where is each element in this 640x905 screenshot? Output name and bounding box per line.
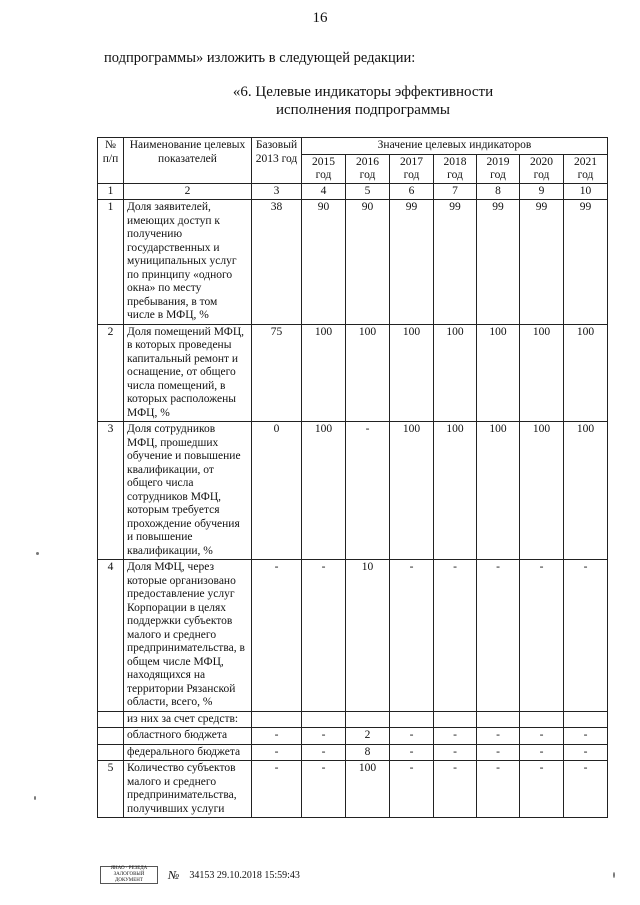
year-value: 100 <box>477 324 520 422</box>
scan-speck <box>613 872 615 878</box>
header-name: Наименование целевых показателей <box>124 138 252 184</box>
year-value: - <box>302 744 346 761</box>
column-index-cell: 1 <box>98 183 124 200</box>
header-num: № п/п <box>98 138 124 184</box>
year-value: 99 <box>434 200 477 325</box>
header-year: 2019 год <box>477 154 520 183</box>
year-value: 100 <box>302 422 346 560</box>
year-value: - <box>520 728 564 745</box>
year-value: - <box>564 560 608 712</box>
year-value: - <box>390 744 434 761</box>
indicator-name: Доля помещений МФЦ, в которых проведены капитальный ремонт и оснащение, от общего числа помещений, в которых расположены МФЦ, % <box>124 324 252 422</box>
column-index-cell: 7 <box>434 183 477 200</box>
registration-stamp <box>100 866 158 884</box>
heading-line-1: «6. Целевые индикаторы эффективности <box>232 84 494 100</box>
table-row <box>98 324 608 422</box>
year-value <box>564 711 608 728</box>
header-year: 2015 год <box>302 154 346 183</box>
year-value: - <box>434 761 477 818</box>
indicator-name: из них за счет средств: <box>124 711 252 728</box>
year-value: - <box>434 728 477 745</box>
year-value: 100 <box>302 324 346 422</box>
year-value: - <box>302 761 346 818</box>
year-value: 100 <box>477 422 520 560</box>
year-value: - <box>390 728 434 745</box>
table-row <box>98 728 608 745</box>
row-number: 1 <box>98 200 124 325</box>
year-value: 100 <box>520 324 564 422</box>
base-value: 0 <box>252 422 302 560</box>
year-value: - <box>302 560 346 712</box>
base-value <box>252 711 302 728</box>
table-row <box>98 761 608 818</box>
year-value <box>434 711 477 728</box>
year-value <box>390 711 434 728</box>
column-index-cell: 5 <box>346 183 390 200</box>
year-value: 100 <box>390 422 434 560</box>
header-values-group: Значение целевых индикаторов <box>302 138 608 155</box>
stamp-line-2: ЗАЛОГОВЫЙ ДОКУМЕНТ <box>113 872 145 883</box>
column-index-cell: 6 <box>390 183 434 200</box>
year-value: 2 <box>346 728 390 745</box>
year-value: 100 <box>520 422 564 560</box>
scan-speck <box>36 552 39 555</box>
row-number: 2 <box>98 324 124 422</box>
year-value: 8 <box>346 744 390 761</box>
year-value: 100 <box>564 422 608 560</box>
year-value: - <box>520 744 564 761</box>
indicator-name: областного бюджета <box>124 728 252 745</box>
column-index-cell: 8 <box>477 183 520 200</box>
year-value: - <box>564 744 608 761</box>
table-row <box>98 200 608 325</box>
year-value: - <box>520 761 564 818</box>
row-number: 5 <box>98 761 124 818</box>
year-value: 99 <box>564 200 608 325</box>
year-value: 100 <box>434 422 477 560</box>
column-index-cell: 4 <box>302 183 346 200</box>
year-value: - <box>477 728 520 745</box>
year-value: 90 <box>346 200 390 325</box>
year-value: 100 <box>346 324 390 422</box>
table-body <box>98 200 608 818</box>
header-base: Базовый 2013 год <box>252 138 302 184</box>
year-value <box>302 711 346 728</box>
row-number <box>98 744 124 761</box>
row-number <box>98 728 124 745</box>
table-row <box>98 711 608 728</box>
base-value: - <box>252 560 302 712</box>
indicator-name: Доля заявителей, имеющих доступ к получению государственных и муниципальных услуг по принципу «одного окна» по месту пребывания, в том числе в МФЦ, % <box>124 200 252 325</box>
year-value <box>346 711 390 728</box>
base-value: 75 <box>252 324 302 422</box>
scan-speck <box>34 796 36 800</box>
year-value: 10 <box>346 560 390 712</box>
indicator-name: Доля сотрудников МФЦ, прошедших обучение и повышение квалификации, от общего числа сотрудников МФЦ, которым требуется прохождение обучения и повышение квалификации, % <box>124 422 252 560</box>
page-number: 16 <box>312 10 328 26</box>
intro-text: подпрограммы» изложить в следующей редакции: <box>104 50 416 66</box>
year-value: 99 <box>390 200 434 325</box>
year-value: 100 <box>390 324 434 422</box>
header-year: 2020 год <box>520 154 564 183</box>
indicator-name: Количество субъектов малого и среднего предпринимательства, получивших услуги <box>124 761 252 818</box>
year-value: 100 <box>564 324 608 422</box>
row-number: 3 <box>98 422 124 560</box>
year-value: - <box>520 560 564 712</box>
year-value: - <box>390 761 434 818</box>
year-value <box>477 711 520 728</box>
stamp-line-1: ЯНАО · РЕЗЕДА <box>110 866 148 871</box>
indicator-name: федерального бюджета <box>124 744 252 761</box>
year-value: - <box>477 560 520 712</box>
heading-line-2: исполнения подпрограммы <box>275 102 451 118</box>
year-value <box>520 711 564 728</box>
table-row <box>98 560 608 712</box>
year-value: 99 <box>477 200 520 325</box>
table-row <box>98 422 608 560</box>
table-row <box>98 744 608 761</box>
column-index-cell: 10 <box>564 183 608 200</box>
doc-registration-info: 34153 29.10.2018 15:59:43 <box>189 869 300 881</box>
year-value: - <box>434 560 477 712</box>
year-value: 90 <box>302 200 346 325</box>
year-value: - <box>564 728 608 745</box>
header-year: 2021 год <box>564 154 608 183</box>
header-year: 2017 год <box>390 154 434 183</box>
base-value: - <box>252 761 302 818</box>
indicator-name: Доля МФЦ, через которые организовано предоставление услуг Корпорации в целях поддержки субъектов малого и среднего предпринимательства, в общем числе МФЦ, находящихся на территории Рязанской области, всего, % <box>124 560 252 712</box>
column-index-cell: 3 <box>252 183 302 200</box>
header-year: 2016 год <box>346 154 390 183</box>
document-footer <box>100 866 300 884</box>
column-index-cell: 9 <box>520 183 564 200</box>
section-heading <box>228 83 498 119</box>
year-value: - <box>477 761 520 818</box>
doc-number-mark: № <box>168 867 180 882</box>
year-value: 100 <box>434 324 477 422</box>
base-value: - <box>252 744 302 761</box>
year-value: - <box>434 744 477 761</box>
base-value: 38 <box>252 200 302 325</box>
column-index-cell: 2 <box>124 183 252 200</box>
year-value: - <box>477 744 520 761</box>
year-value: - <box>564 761 608 818</box>
base-value: - <box>252 728 302 745</box>
year-value: 99 <box>520 200 564 325</box>
column-index-row <box>98 183 608 200</box>
year-value: 100 <box>346 761 390 818</box>
row-number <box>98 711 124 728</box>
year-value: - <box>302 728 346 745</box>
year-value: - <box>390 560 434 712</box>
year-value: - <box>346 422 390 560</box>
indicators-table <box>97 137 608 818</box>
row-number: 4 <box>98 560 124 712</box>
header-year: 2018 год <box>434 154 477 183</box>
